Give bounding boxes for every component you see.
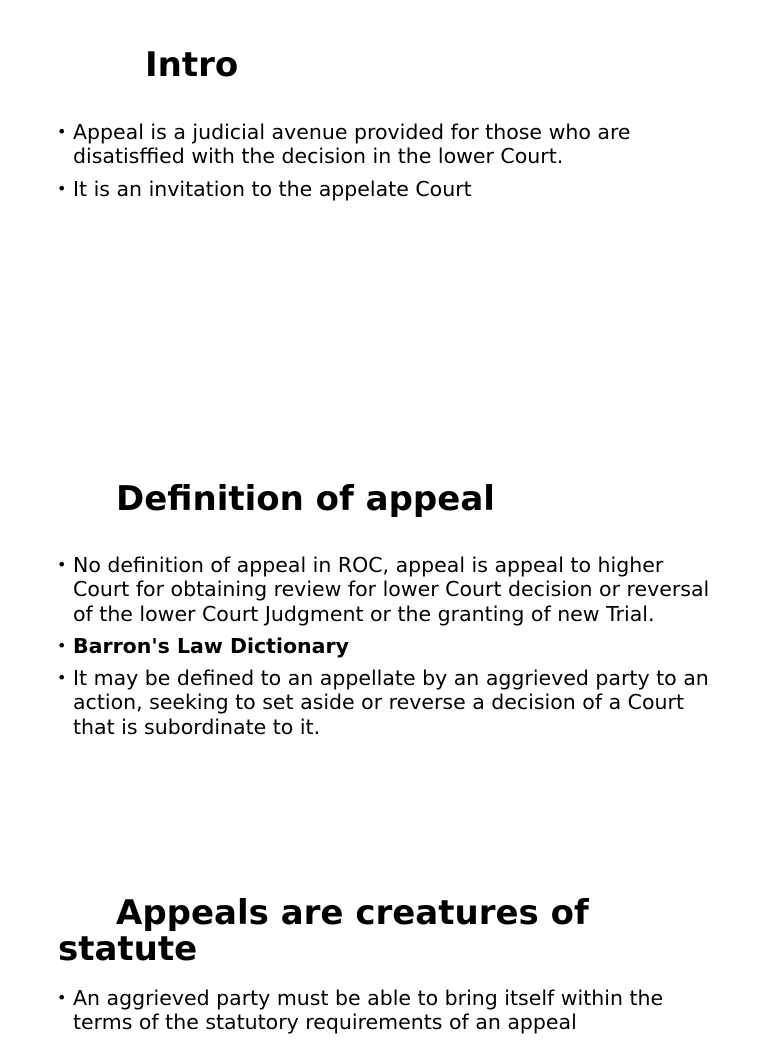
bullet-list	[57, 986, 717, 1043]
bullet-text: Appeal is a judicial avenue provided for those who are disatisffied with the decision in the lower Court.	[73, 120, 631, 169]
bullet-text: It is an invitation to the appelate Court	[73, 176, 472, 201]
slide-title-line-1: Appeals are creatures of	[116, 893, 589, 933]
bullet-icon: •	[57, 178, 67, 198]
bullet-text: An aggrieved party must be able to bring itself within the terms of the statutory requirements of an appeal	[73, 986, 664, 1035]
list-item	[57, 986, 717, 1035]
bullet-icon: •	[57, 122, 67, 141]
bullet-icon: •	[57, 988, 67, 1007]
slide-title-line-2: statute	[58, 929, 198, 969]
bullet-icon: •	[57, 668, 67, 688]
slide-title: Intro	[145, 45, 239, 85]
bullet-icon: •	[57, 555, 67, 574]
bullet-text: It may be defined to an appellate by an aggrieved party to an action, seeking to set aside or reverse a decision of a Court that is subordinate to it.	[73, 666, 709, 739]
slide-title	[58, 895, 718, 967]
slide-title: Definition of appeal	[116, 479, 495, 519]
bullet-text-bold: Barron's Law Dictionary	[73, 633, 349, 658]
bullet-text: No definition of appeal in ROC, appeal is appeal to higher Court for obtaining review for lower Court decision or reversal of the lower Court Judgment or the granting of new Trial.	[73, 553, 710, 626]
bullet-icon: •	[57, 635, 67, 655]
